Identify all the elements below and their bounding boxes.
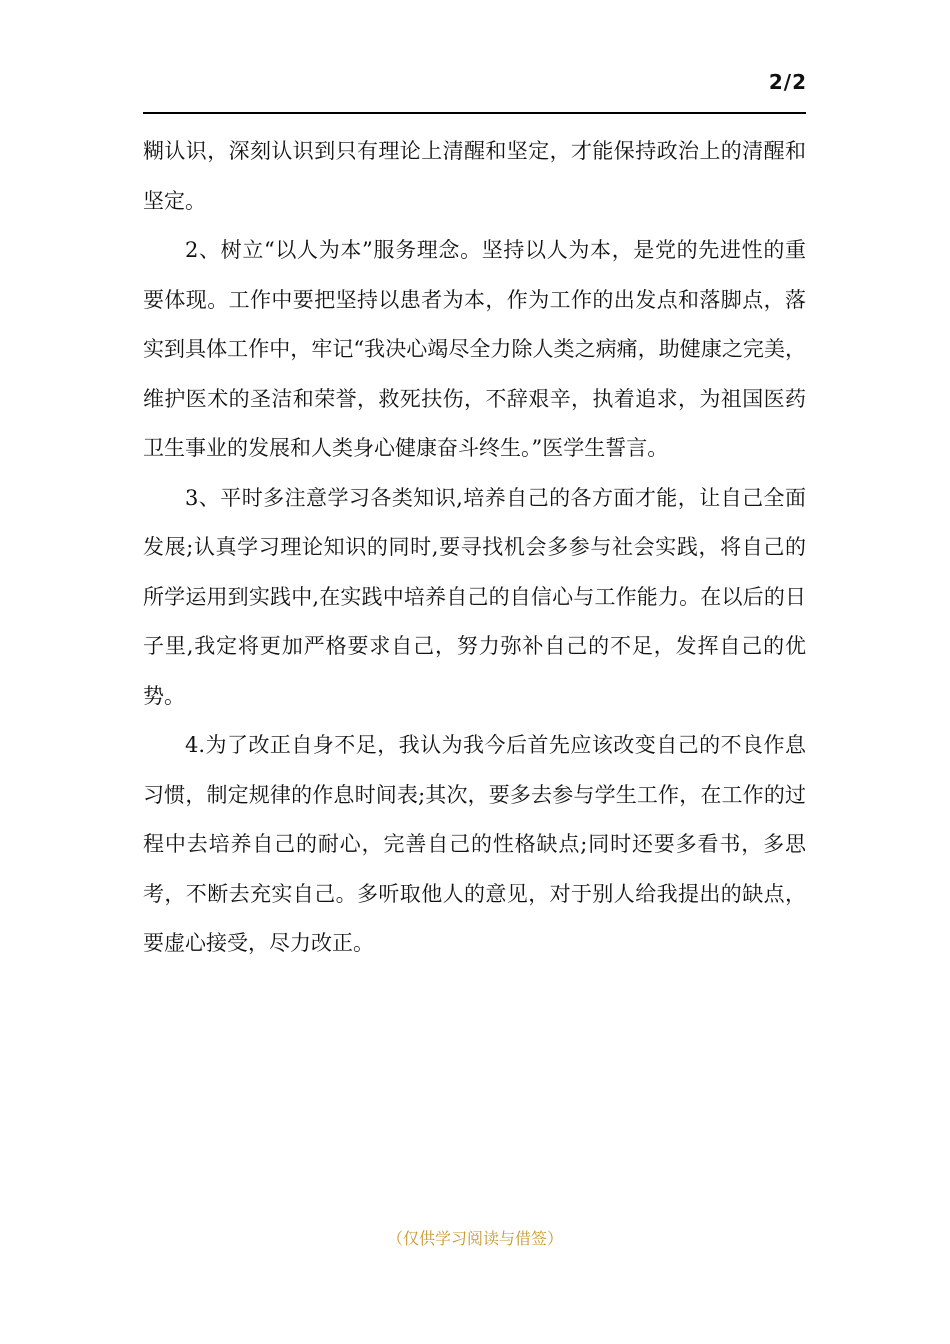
footer-disclaimer: （仅供学习阅读与借签）: [386, 1229, 563, 1248]
paragraph-item-4: 4.为了改正自身不足，我认为我今后首先应该改变自己的不良作息习惯，制定规律的作息时间表;其次，要多去参与学生工作，在工作的过程中去培养自己的耐心，完善自己的性格缺点;同时还要多看书，多思考，不断去充实自己。多听取他人的意见，对于别人给我提出的缺点，要虚心接受，尽力改正。: [143, 733, 806, 955]
page-number: 2/2: [768, 70, 807, 94]
paragraph-continuation: 糊认识，深刻认识到只有理论上清醒和坚定，才能保持政治上的清醒和坚定。: [143, 139, 806, 213]
document-body: [143, 127, 823, 969]
paragraph-item-2: 2、树立“以人为本”服务理念。坚持以人为本，是党的先进性的重要体现。工作中要把坚持以患者为本，作为工作的出发点和落脚点，落实到具体工作中，牢记“我决心竭尽全力除人类之病痛，助健康之完美，维护医术的圣洁和荣誉，救死扶伤，不辞艰辛，执着追求，为祖国医药卫生事业的发展和人类身心健康奋斗终生。”医学生誓言。: [143, 238, 806, 460]
paragraph-item-3: 3、平时多注意学习各类知识,培养自己的各方面才能，让自己全面发展;认真学习理论知识的同时,要寻找机会多参与社会实践，将自己的所学运用到实践中,在实践中培养自己的自信心与工作能力。在以后的日子里,我定将更加严格要求自己，努力弥补自己的不足，发挥自己的优势。: [143, 485, 806, 708]
header-divider: [143, 112, 806, 114]
